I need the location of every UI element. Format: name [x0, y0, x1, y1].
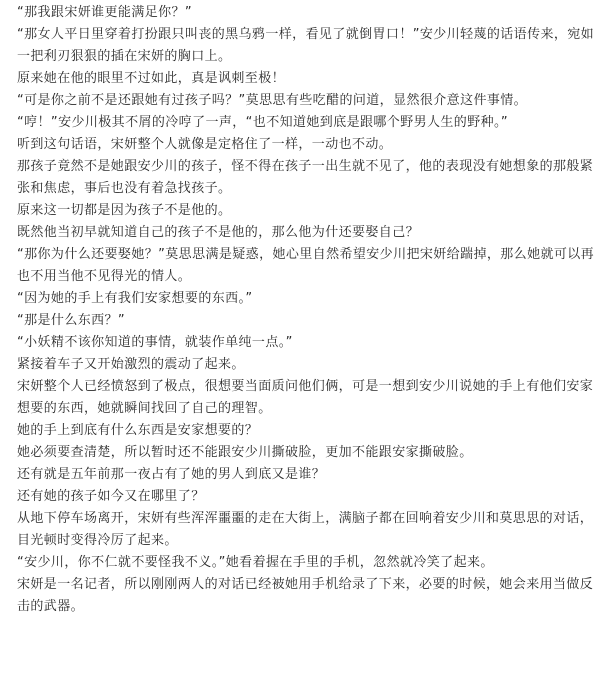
paragraph: 她的手上到底有什么东西是安家想要的？	[17, 423, 259, 438]
paragraph: 她必须要查清楚，所以暂时还不能跟安少川撕破脸，更加不能跟安家撕破脸。	[17, 445, 473, 460]
paragraph: “那是什么东西？”	[17, 313, 126, 328]
paragraph: “小妖精不该你知道的事情，就装作单纯一点。”	[17, 335, 293, 350]
paragraph: “那女人平日里穿着打扮跟只叫丧的黑乌鸦一样，看见了就倒胃口！”安少川轻蔑的话语传来，宛如一把利刃狠狠的插在宋妍的胸口上。	[17, 27, 595, 64]
paragraph: “那你为什么还要娶她？”莫思思满是疑惑，她心里自然希望安少川把宋妍给踹掉，那么她就可以再也不用当他不见得光的情人。	[17, 247, 595, 284]
paragraph: “因为她的手上有我们安家想要的东西。”	[17, 291, 253, 306]
paragraph: “安少川，你不仁就不要怪我不义。”她看着握在手里的手机，忽然就冷笑了起来。	[17, 555, 494, 570]
paragraph: 从地下停车场离开，宋妍有些浑浑噩噩的走在大街上，满脑子都在回响着安少川和莫思思的对话，目光顿时变得冷厉了起来。	[17, 511, 594, 548]
paragraph: 原来她在他的眼里不过如此，真是讽刺至极！	[17, 71, 286, 86]
paragraph: 还有她的孩子如今又在哪里了？	[17, 489, 205, 504]
paragraph: 宋妍整个人已经愤怒到了极点，很想要当面质问他们俩，可是一想到安少川说她的手上有他们安家想要的东西，她就瞬间找回了自己的理智。	[17, 379, 594, 416]
paragraph: 听到这句话语，宋妍整个人就像是定格住了一样，一动也不动。	[17, 137, 393, 152]
paragraph: “哼！”安少川极其不屑的冷哼了一声，“也不知道她到底是跟哪个野男人生的野种。”	[17, 115, 509, 130]
paragraph: 原来这一切都是因为孩子不是他的。	[17, 203, 232, 218]
paragraph: “可是你之前不是还跟她有过孩子吗？”莫思思有些吃醋的问道，显然很介意这件事情。	[17, 93, 528, 108]
paragraph: “那我跟宋妍谁更能满足你？”	[17, 5, 193, 20]
paragraph: 既然他当初早就知道自己的孩子不是他的，那么他为什还要娶自己？	[17, 225, 420, 240]
paragraph: 那孩子竟然不是她跟安少川的孩子，怪不得在孩子一出生就不见了，他的表现没有她想象的那般紧张和焦虑，事后也没有着急找孩子。	[17, 159, 594, 196]
paragraph: 还有就是五年前那一夜占有了她的男人到底又是谁？	[17, 467, 326, 482]
paragraph: 宋妍是一名记者，所以刚刚两人的对话已经被她用手机给录了下来，必要的时候，她会来用当做反击的武器。	[17, 577, 594, 614]
paragraph: 紧接着车子又开始激烈的震动了起来。	[17, 357, 245, 372]
